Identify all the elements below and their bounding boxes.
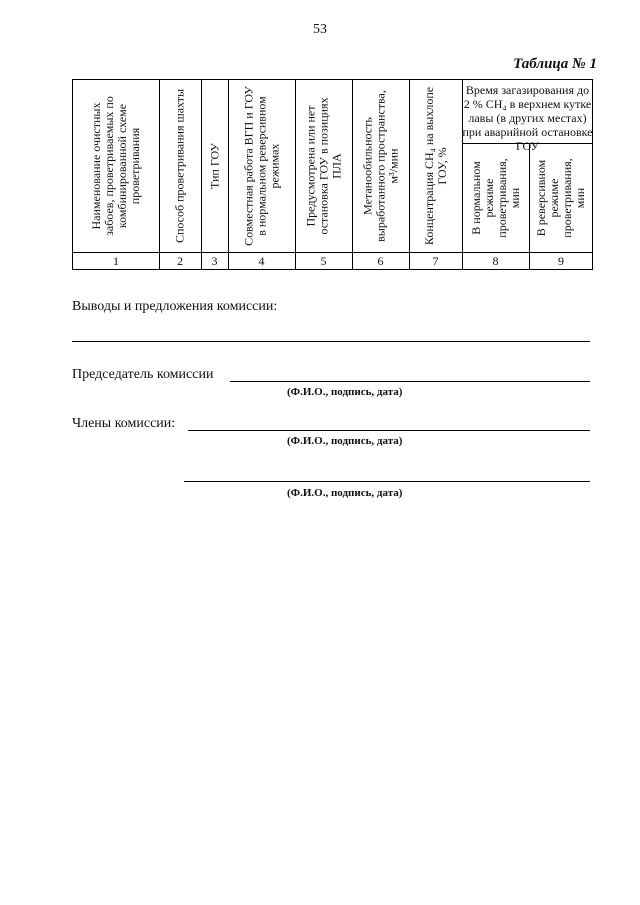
header-gou-stop: Предусмотрена или нет остановка ГОУ в позициях ПЛА bbox=[303, 97, 343, 235]
member-signature-caption-1: (Ф.И.О., подпись, дата) bbox=[287, 435, 403, 447]
column-number: 2 bbox=[177, 254, 183, 268]
column-number: 3 bbox=[211, 254, 218, 268]
chairman-label: Председатель комиссии bbox=[72, 367, 214, 382]
chairman-signature-line[interactable] bbox=[230, 381, 590, 382]
header-face-name: Наименование очистных забоев, проветриваемых по комбинированной схеме проветривания bbox=[89, 96, 142, 236]
members-label: Члены комиссии: bbox=[72, 416, 176, 431]
header-ventilation-method: Способ проветривания шахты bbox=[172, 88, 187, 244]
column-number: 6 bbox=[377, 254, 384, 268]
chairman-signature-caption: (Ф.И.О., подпись, дата) bbox=[287, 386, 403, 398]
member-signature-caption-2: (Ф.И.О., подпись, дата) bbox=[287, 487, 403, 499]
column-number: 5 bbox=[320, 254, 327, 268]
header-joint-operation: Совместная работа ВГП и ГОУ в нормальном реверсивном режимах bbox=[241, 86, 281, 246]
header-methane-release: Метанообильность выработанного пространства, м³/мин bbox=[360, 90, 400, 242]
column-number: 8 bbox=[492, 254, 499, 268]
column-number: 4 bbox=[258, 254, 265, 268]
ventilation-table bbox=[72, 79, 593, 270]
column-number: 1 bbox=[113, 254, 119, 268]
column-number: 9 bbox=[558, 254, 564, 268]
member-signature-line-2[interactable] bbox=[184, 481, 590, 482]
header-gou-type: Тип ГОУ bbox=[207, 143, 221, 190]
column-number: 7 bbox=[432, 254, 439, 268]
page-number: 53 bbox=[313, 22, 327, 37]
header-gassing-time-group: Время загазирования до 2 % CH₄ в верхнем кутке лавы (в других местах) при аварийной остановке ГОУ bbox=[462, 83, 593, 153]
table-caption: Таблица № 1 bbox=[513, 56, 597, 72]
conclusions-line[interactable] bbox=[72, 341, 590, 342]
header-reverse-mode: В реверсивном режиме проветривания, мин bbox=[534, 158, 587, 238]
conclusions-label: Выводы и предложения комиссии: bbox=[72, 299, 278, 314]
header-ch4-concentration: Концентрация CH₄ на выхлопе ГОУ, % bbox=[421, 86, 449, 246]
header-normal-mode: В нормальном режиме проветривания, мин bbox=[468, 158, 522, 238]
member-signature-line-1[interactable] bbox=[188, 430, 590, 431]
